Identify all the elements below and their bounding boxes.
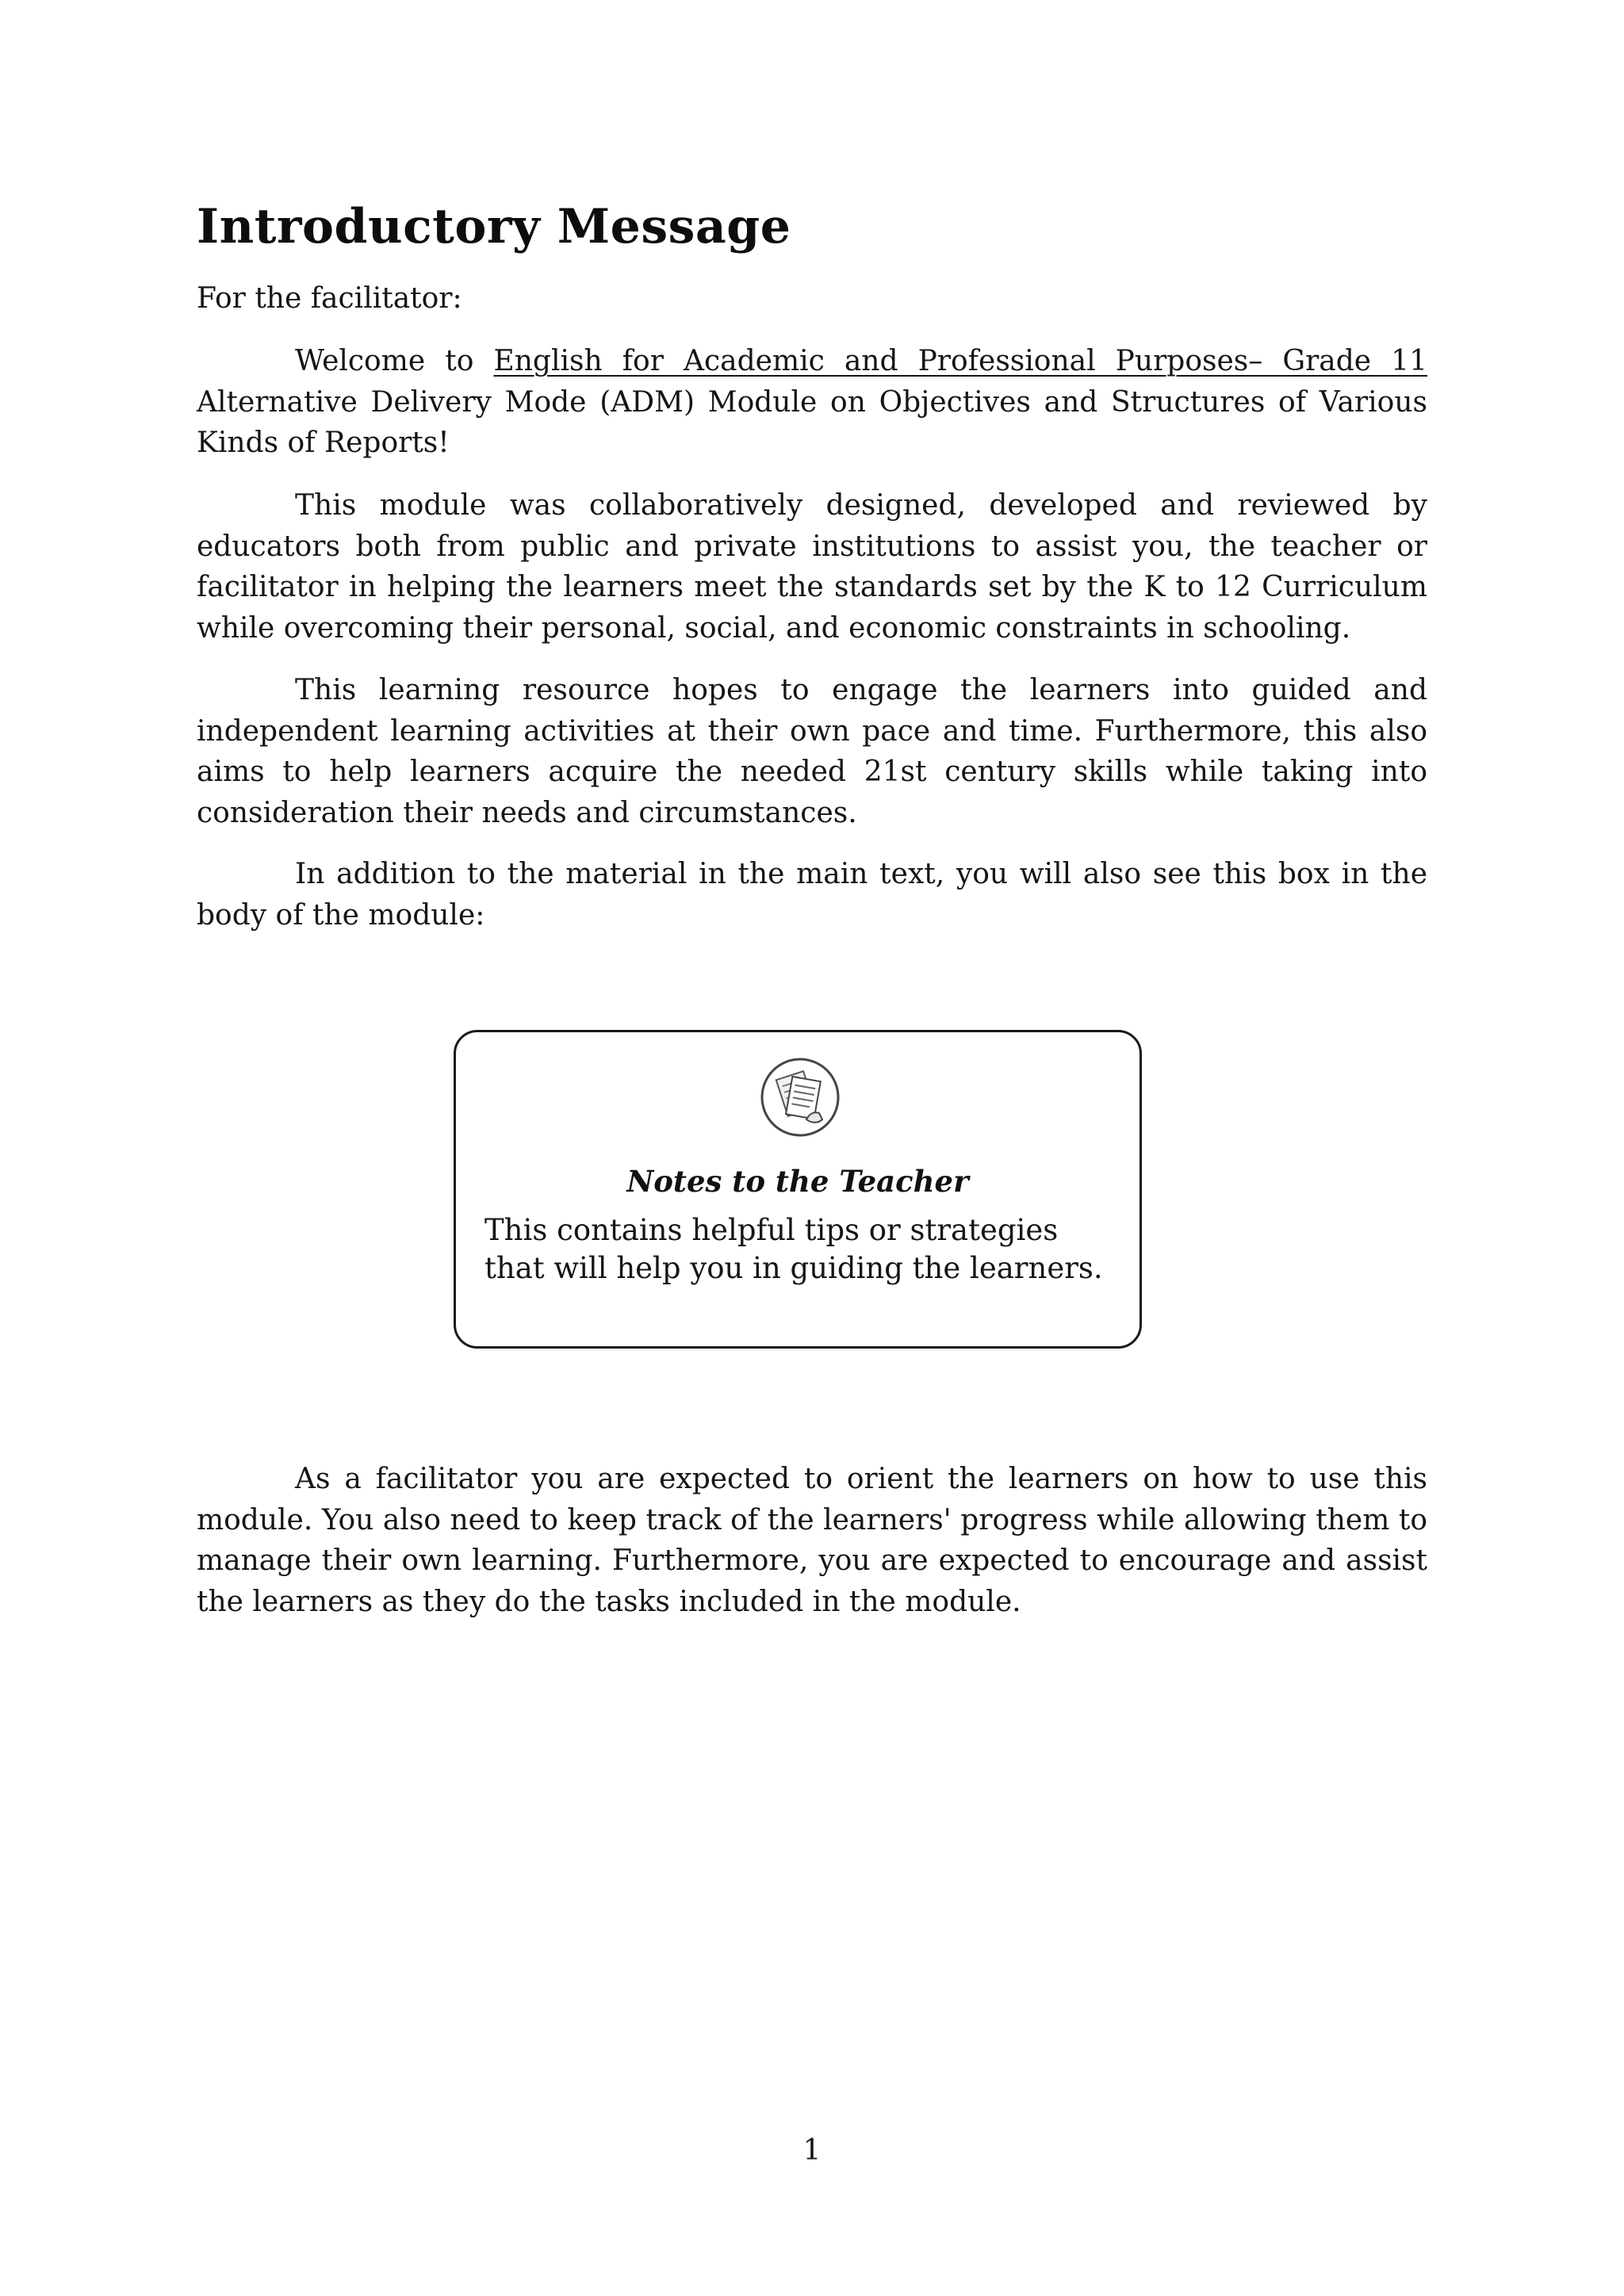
module-title-link: English for Academic and Professional Purposes– Grade 11: [493, 345, 1427, 377]
note-box-body: This contains helpful tips or strategies that will help you in guiding the learners.: [485, 1213, 1103, 1285]
box-intro-text: In addition to the material in the main text, you will also see this box in the body of the module:: [197, 858, 1427, 932]
welcome-rest: Alternative Delivery Mode (ADM) Module on Objectives and Structures of Various Kinds of Reports!: [197, 385, 1427, 459]
page-title: Introductory Message: [197, 199, 791, 254]
facilitator-role-text: As a facilitator you are expected to orient the learners on how to use this module. You also need to keep track of the learners' progress while allowing them to manage their own learning. Furthermore, you are expected to encourage and assist the learners as they do the tasks included in the module.: [197, 1463, 1427, 1618]
welcome-paragraph: [197, 341, 1427, 464]
page-number: 1: [802, 2134, 822, 2167]
salutation: For the facilitator:: [197, 282, 462, 315]
box-intro-paragraph: [197, 854, 1427, 936]
notes-pages-icon: [759, 1056, 841, 1138]
notes-to-teacher-box: [454, 1030, 1142, 1349]
collaboration-text: This module was collaboratively designed, developed and reviewed by educators both from public and private institutions to assist you, the teacher or facilitator in helping the learners meet the standards set by the K to 12 Curriculum while overcoming their personal, social, and economic constraints in schooling.: [197, 489, 1427, 645]
learning-resource-paragraph: [197, 670, 1427, 833]
collaboration-paragraph: [197, 485, 1427, 649]
learning-resource-text: This learning resource hopes to engage the learners into guided and independent learning activities at their own pace and time. Furthermore, this also aims to help learners acquire the needed 21st century skills while taking into consideration their needs and circumstances.: [197, 674, 1427, 829]
welcome-lead: Welcome to: [295, 345, 494, 377]
facilitator-role-paragraph: [197, 1459, 1427, 1622]
note-box-title: Notes to the Teacher: [626, 1164, 969, 1199]
